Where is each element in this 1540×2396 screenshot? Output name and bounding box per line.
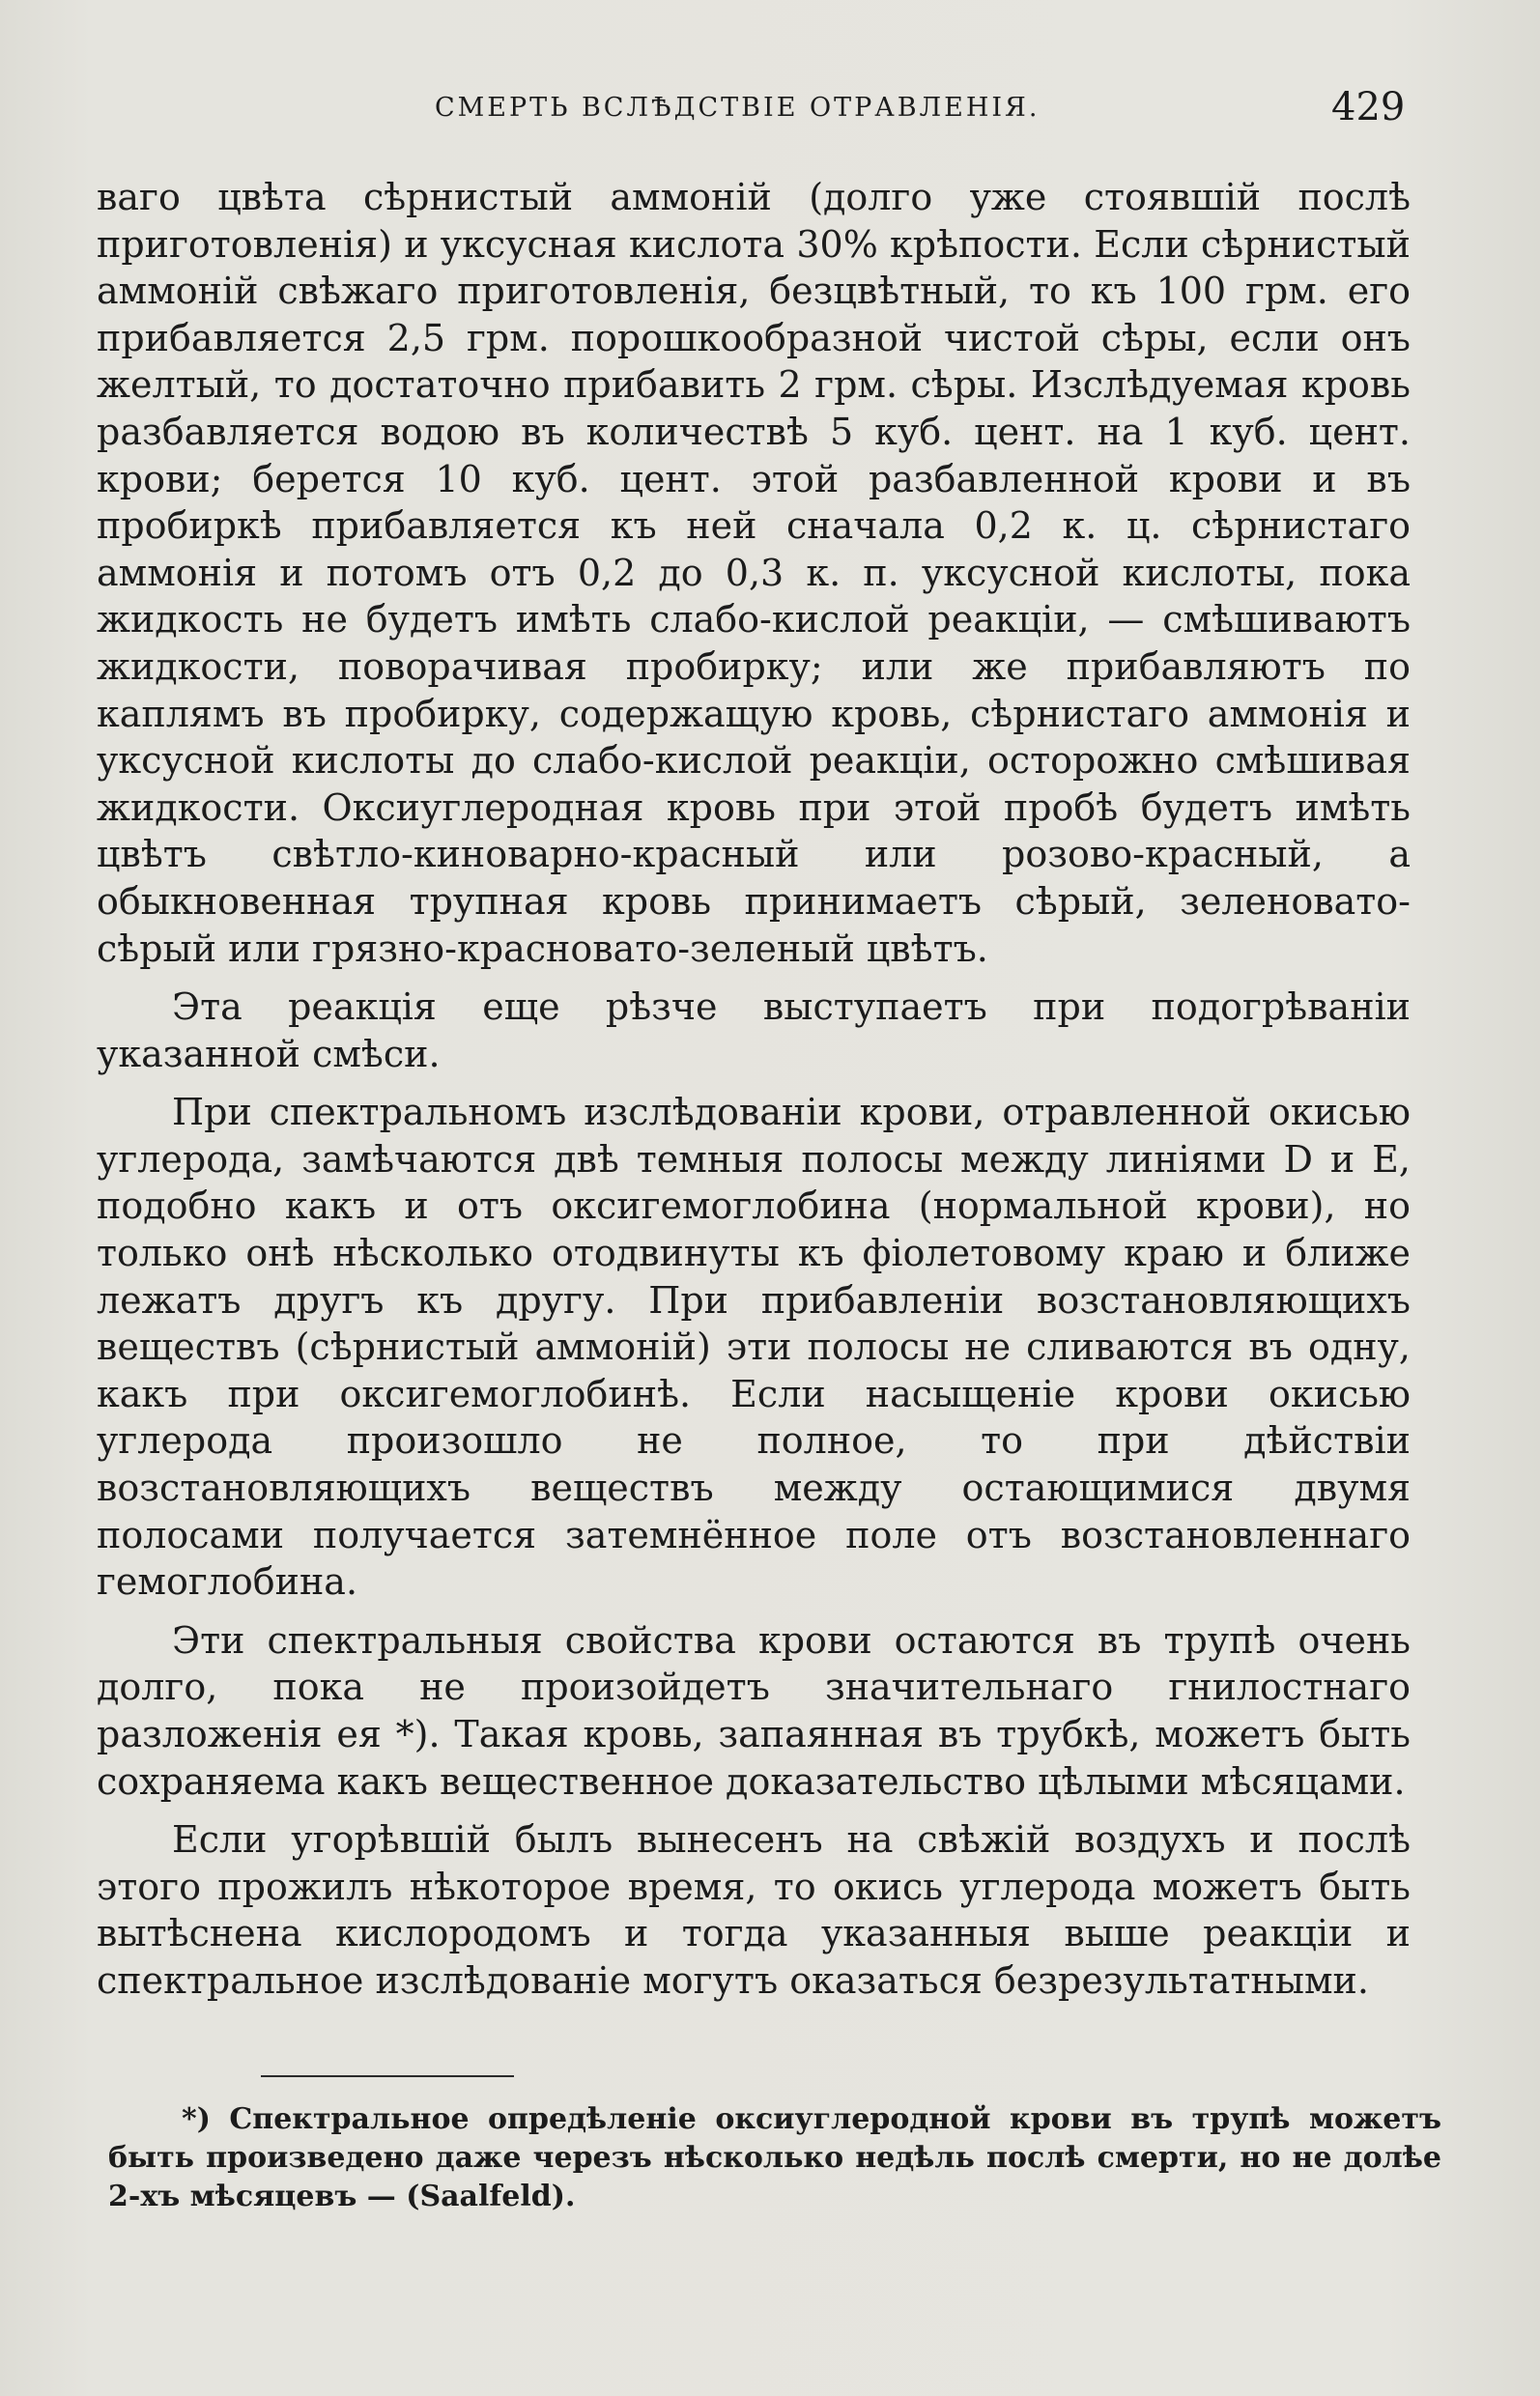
- paragraph-continued: ваго цвѣта сѣрнистый аммоній (долго уже стоявшій послѣ приготовленія) и уксусная кислота 30% крѣпости. Если сѣрнистый аммоній свѣжаго приготовленія, безцвѣтный, то къ 100 грм. его прибавляется 2,5 грм. порошкообразной чистой сѣры, если онъ желтый, то достаточно прибавить 2 грм. сѣры. Изслѣдуемая кровь разбавляется водою въ количествѣ 5 куб. цент. на 1 куб. цент. крови; берется 10 куб. цент. этой разбавленной крови и въ пробиркѣ прибавляется къ ней сначала 0,2 к. ц. сѣрнистаго аммонія и потомъ отъ 0,2 до 0,3 к. п. уксусной кислоты, пока жидкость не будетъ имѣть слабо-кислой реакціи, — смѣшиваютъ жидкости, поворачивая пробирку; или же прибавляютъ по каплямъ въ пробирку, содержащую кровь, сѣрнистаго аммонія и уксусной кислоты до слабо-кислой реакціи, осторожно смѣшивая жидкости. Оксиуглеродная кровь при этой пробѣ будетъ имѣть цвѣтъ свѣтло-киноварно-красный или розово-красный, а обыкновенная трупная кровь принимаетъ сѣрый, зеленовато-сѣрый или грязно-красновато-зеленый цвѣтъ.: [97, 176, 1411, 970]
- page-number: 429: [1331, 85, 1406, 129]
- footnote-divider: [261, 2075, 514, 2077]
- running-title: СМЕРТЬ ВСЛѢДСТВІЕ ОТРАВЛЕНІЯ.: [435, 93, 1041, 123]
- paragraph: При спектральномъ изслѣдованіи крови, отравленной окисью углерода, замѣчаются двѣ темныя полосы между линіями D и E, подобно какъ и отъ оксигемоглобина (нормальной крови), но только онѣ нѣсколько отодвинуты къ фіолетовому краю и ближе лежатъ другъ къ другу. При прибавленіи возстановляющихъ веществъ (сѣрнистый аммоній) эти полосы не сливаются въ одну, какъ при оксигемоглобинѣ. Если насыщеніе крови окисью углерода произошло не полное, то при дѣйствіи возстановляющихъ веществъ между остающимися двумя полосами получается затемнённое поле отъ возстановленнаго гемоглобина.: [97, 1091, 1411, 1604]
- body-text: [97, 174, 1411, 2016]
- footnote: *) Спектральное опредѣленіе оксиуглеродной крови въ трупѣ можетъ быть произведено даже черезъ нѣсколько недѣль послѣ смерти, но не долѣе 2-хъ мѣсяцевъ — (Saalfeld).: [108, 2102, 1441, 2213]
- paragraph: Эти спектральныя свойства крови остаются въ трупѣ очень долго, пока не произойдетъ значительнаго гнилостнаго разложенія ея *). Такая кровь, запаянная въ трубкѣ, можетъ быть сохраняема какъ вещественное доказательство цѣлыми мѣсяцами.: [97, 1618, 1411, 1803]
- paragraph: Эта реакція еще рѣзче выступаетъ при подогрѣваніи указанной смѣси.: [97, 985, 1411, 1075]
- paragraph: Если угорѣвшій былъ вынесенъ на свѣжій воздухъ и послѣ этого прожилъ нѣкоторое время, то окись углерода можетъ быть вытѣснена кислородомъ и тогда указанныя выше реакціи и спектральное изслѣдованіе могутъ оказаться безрезультатными.: [97, 1818, 1411, 2002]
